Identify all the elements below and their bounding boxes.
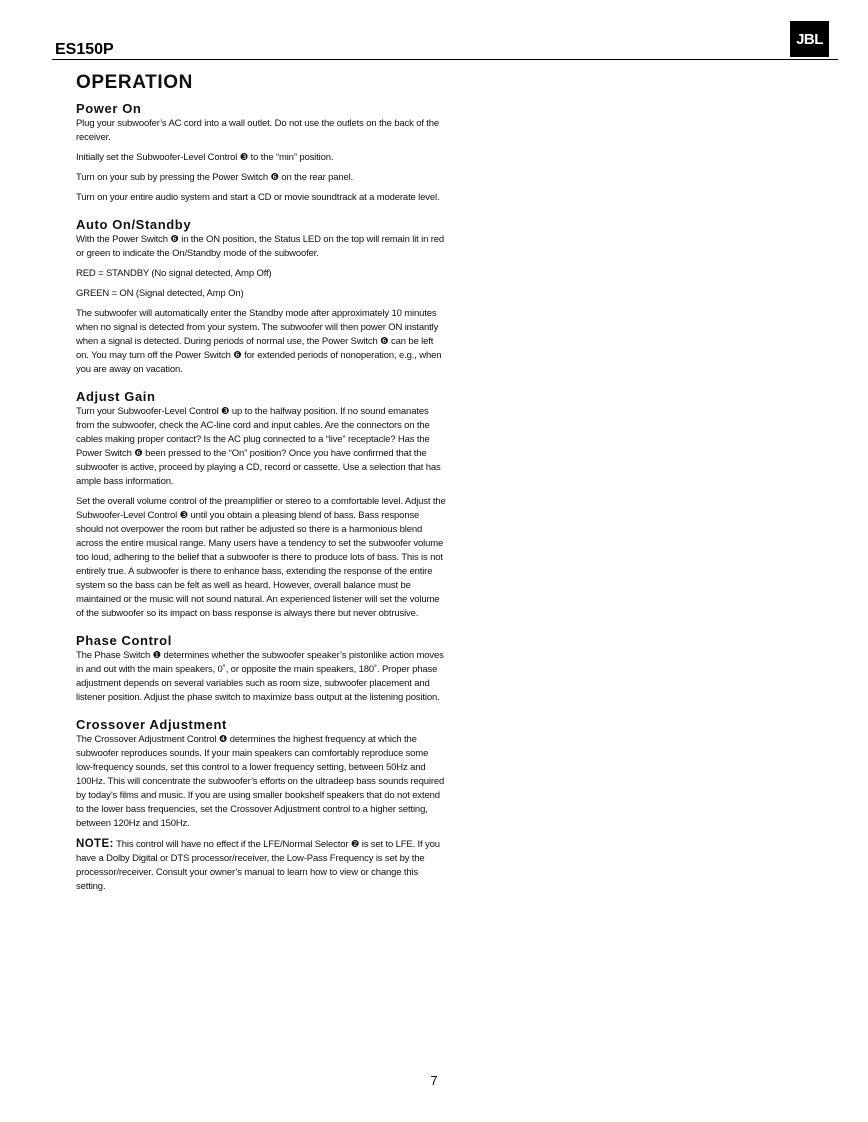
paragraph: The Crossover Adjustment Control ❹ determines the highest frequency at which the subwoofer reproduces sounds. If your main speakers can comfortably reproduce some low-frequency sounds, set this control to a lower frequency setting, between 50Hz and 100Hz. This will concentrate the subwoofer’s efforts on the ultradeep bass sounds required by today’s films and music. If you are using smaller bookshelf speakers that do not extend to the lower bass frequencies, set the Crossover Adjustment control to a higher setting, between 120Hz and 150Hz. [76, 734, 445, 829]
paragraph: Initially set the Subwoofer-Level Control ❸ to the “min” position. [76, 152, 334, 163]
header-divider [52, 59, 838, 60]
section-heading: Crossover Adjustment [76, 717, 227, 732]
section-adjust-gain [76, 389, 446, 621]
paragraph: Set the overall volume control of the preamplifier or stereo to a comfortable level. Adjust the Subwoofer-Level Control ❸ until you obtain a pleasing blend of bass. Bass response should not overpower the room but rather be adjusted so there is a harmonious blend across the entire musical range. Many users have a tendency to set the subwoofer volume too loud, adhering to the belief that a subwoofer is there to produce lots of bass. This is not entirely true. A subwoofer is there to enhance bass, extending the response of the entire system so the bass can be felt as well as heard. However, overall balance must be maintained or the music will not sound natural. An experienced listener will set the volume of the subwoofer so its impact on bass response is always there but never obtrusive. [76, 496, 446, 619]
page-number: 7 [430, 1073, 438, 1088]
paragraph: GREEN = ON (Signal detected, Amp On) [76, 288, 244, 299]
section-auto-on-standby [76, 217, 446, 377]
section-heading: Phase Control [76, 633, 172, 648]
page-title: OPERATION [76, 72, 193, 93]
paragraph: RED = STANDBY (No signal detected, Amp Off) [76, 268, 272, 279]
section-heading: Auto On/Standby [76, 217, 192, 232]
document-model-title: ES150P [55, 41, 114, 58]
jbl-logo: JBL [790, 21, 829, 57]
section-heading: Power On [76, 101, 142, 116]
paragraph: The Phase Switch ❶ determines whether the subwoofer speaker’s pistonlike action moves in and out with the main speakers, 0˚, or opposite the main speakers, 180˚. Proper phase adjustment depends on several variables such as room size, subwoofer placement and listener position. Adjust the phase switch to maximize bass output at the listening position. [76, 650, 444, 703]
note-text: This control will have no effect if the LFE/Normal Selector ❷ is set to LFE. If you have a Dolby Digital or DTS processor/receiver, the Low-Pass Frequency is set by the processor/receiver. Consult your owner’s manual to learn how to view or change this setting. [76, 839, 440, 892]
section-crossover-adjustment [76, 717, 446, 894]
main-content [76, 72, 446, 906]
paragraph: The subwoofer will automatically enter the Standby mode after approximately 10 minutes when no signal is detected from your system. The subwoofer will then power ON instantly when a signal is detected. During periods of normal use, the Power Switch ❻ can be left on. You may turn off the Power Switch ❻ for extended periods of nonoperation, e.g., when you are away on vacation. [76, 308, 442, 375]
note-label: NOTE: [76, 838, 114, 850]
section-phase-control [76, 633, 446, 705]
paragraph: With the Power Switch ❻ in the ON position, the Status LED on the top will remain lit in red or green to indicate the On/Standby mode of the subwoofer. [76, 234, 445, 259]
paragraph: Plug your subwoofer’s AC cord into a wall outlet. Do not use the outlets on the back of the receiver. [76, 118, 440, 143]
paragraph: Turn on your sub by pressing the Power Switch ❻ on the rear panel. [76, 172, 354, 183]
paragraph: Turn on your entire audio system and start a CD or movie soundtrack at a moderate level. [76, 192, 440, 203]
section-power-on [76, 101, 446, 205]
section-heading: Adjust Gain [76, 389, 156, 404]
paragraph: Turn your Subwoofer-Level Control ❸ up to the halfway position. If no sound emanates from the subwoofer, check the AC-line cord and input cables. Are the connectors on the cables making proper contact? Is the AC plug connected to a “live” receptacle? Has the Power Switch ❻ been pressed to the “On” position? Once you have confirmed that the subwoofer is active, proceed by playing a CD, record or cassette. Use a selection that has ample bass information. [76, 406, 441, 487]
note-paragraph [76, 837, 446, 894]
